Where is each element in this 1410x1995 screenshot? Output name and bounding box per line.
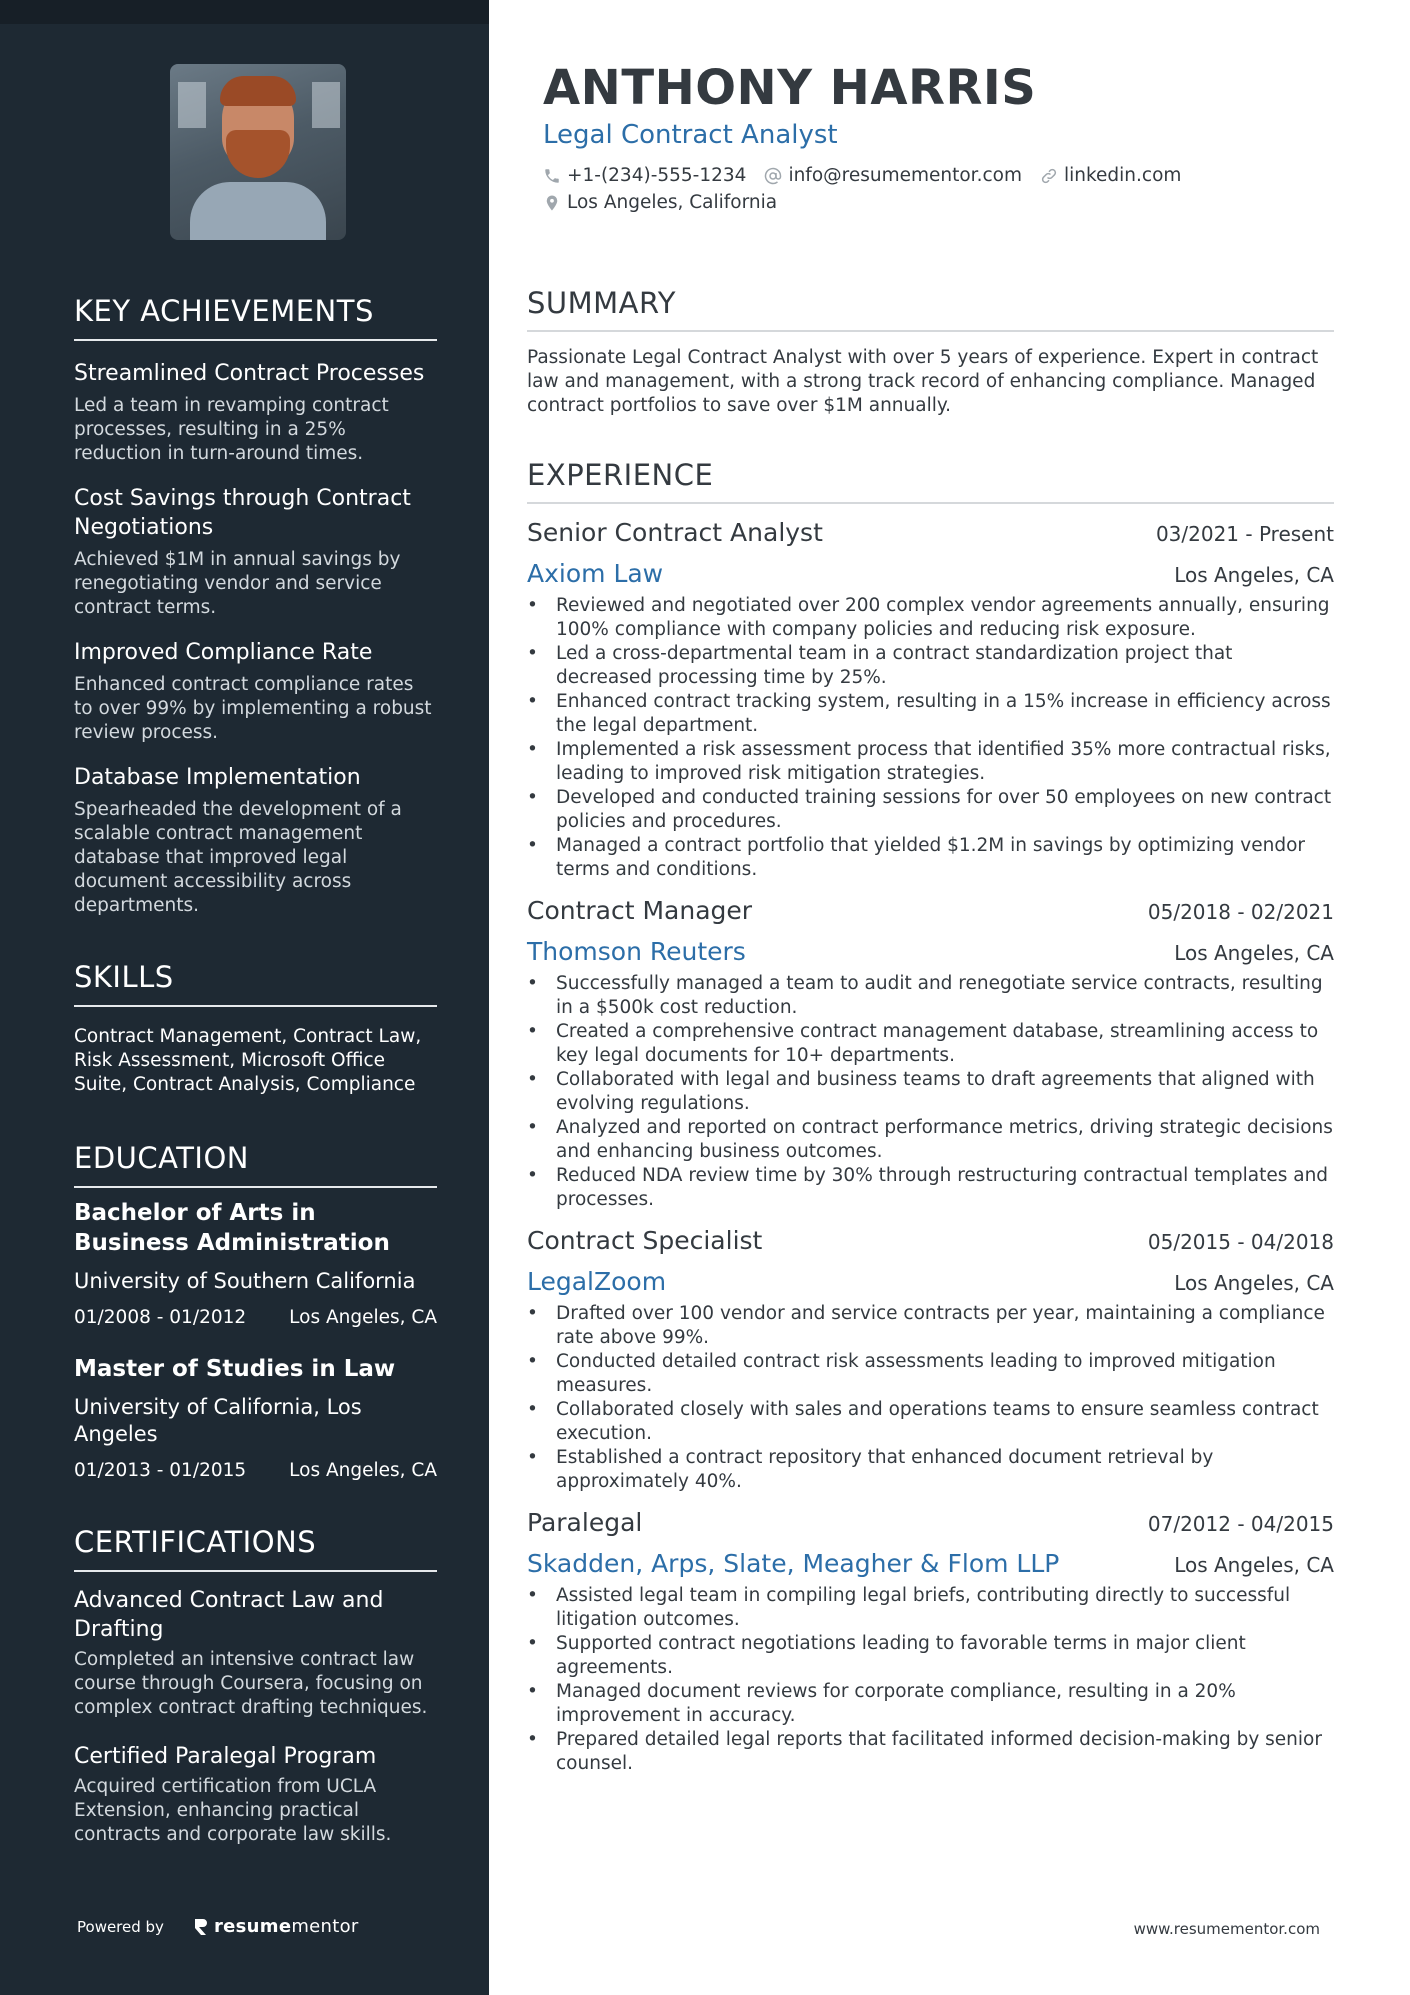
achievement-description: Spearheaded the development of a scalable contract management database that improved legal document accessibility across departments. bbox=[74, 799, 402, 916]
sidebar-top-strip bbox=[0, 0, 489, 24]
achievement-item bbox=[74, 484, 437, 620]
job-bullet: • Assisted legal team in compiling legal briefs, contributing directly to successful litigation outcomes. bbox=[527, 1584, 1334, 1632]
job-bullet: • Reviewed and negotiated over 200 complex vendor agreements annually, ensuring 100% compliance with company policies and reducing risk exposure. bbox=[527, 594, 1334, 642]
certification-description: Completed an intensive contract law course through Coursera, focusing on complex contract drafting techniques. bbox=[74, 1649, 428, 1718]
experience-section bbox=[527, 458, 1334, 1776]
skills-heading: SKILLS bbox=[74, 960, 437, 1007]
job-bullet: • Conducted detailed contract risk assessments leading to improved mitigation measures. bbox=[527, 1350, 1334, 1398]
main-content bbox=[489, 0, 1410, 1995]
education-heading: EDUCATION bbox=[74, 1141, 437, 1188]
certifications-heading: CERTIFICATIONS bbox=[74, 1525, 437, 1572]
footer-website-link[interactable]: www.resumementor.com bbox=[1133, 1920, 1320, 1938]
phone-text: +1-(234)-555-1234 bbox=[567, 165, 747, 186]
at-sign-icon bbox=[764, 167, 782, 185]
job-bullet: • Reduced NDA review time by 30% through restructuring contractual templates and processes. bbox=[527, 1164, 1334, 1212]
education-dates: 01/2008 - 01/2012 bbox=[74, 1307, 247, 1328]
resumementor-logo-icon bbox=[194, 1918, 208, 1936]
skills-section bbox=[74, 960, 437, 1097]
education-section bbox=[74, 1141, 437, 1481]
job-bullets bbox=[527, 1584, 1334, 1776]
achievement-title: Database Implementation bbox=[74, 765, 361, 790]
achievement-description: Achieved $1M in annual savings by renegotiating vendor and service contract terms. bbox=[74, 549, 401, 618]
job-entry bbox=[527, 518, 1334, 882]
summary-section bbox=[527, 286, 1334, 418]
job-entry bbox=[527, 1508, 1334, 1776]
link-icon bbox=[1040, 167, 1058, 185]
job-dates: 07/2012 - 04/2015 bbox=[1147, 1512, 1334, 1536]
resume-header bbox=[527, 0, 1334, 216]
certification-item bbox=[74, 1742, 437, 1847]
skills-list: Contract Management, Contract Law, Risk Assessment, Microsoft Office Suite, Contract Analysis, Compliance bbox=[74, 1026, 422, 1095]
certifications-section bbox=[74, 1525, 437, 1847]
job-bullet: • Led a cross-departmental team in a contract standardization project that decreased processing time by 25%. bbox=[527, 642, 1334, 690]
brand-name-bold: resume bbox=[213, 1916, 292, 1937]
job-bullets bbox=[527, 972, 1334, 1212]
summary-heading: SUMMARY bbox=[527, 286, 1334, 332]
job-bullet: • Analyzed and reported on contract performance metrics, driving strategic decisions and enhancing business outcomes. bbox=[527, 1116, 1334, 1164]
job-title: Paralegal bbox=[527, 1508, 643, 1537]
job-bullet: • Collaborated with legal and business teams to draft agreements that aligned with evolving regulations. bbox=[527, 1068, 1334, 1116]
education-degree: Bachelor of Arts in Business Administration bbox=[74, 1200, 390, 1256]
job-bullets bbox=[527, 1302, 1334, 1494]
education-item bbox=[74, 1198, 437, 1328]
job-bullet: • Established a contract repository that enhanced document retrieval by approximately 40%. bbox=[527, 1446, 1334, 1494]
job-company: Thomson Reuters bbox=[527, 937, 746, 966]
linkedin-text: linkedin.com bbox=[1063, 165, 1182, 186]
job-title: Contract Specialist bbox=[527, 1226, 763, 1255]
achievement-description: Enhanced contract compliance rates to over 99% by implementing a robust review process. bbox=[74, 674, 432, 743]
achievement-title: Improved Compliance Rate bbox=[74, 640, 373, 665]
experience-heading: EXPERIENCE bbox=[527, 458, 1334, 504]
contact-info bbox=[543, 162, 1334, 216]
certification-description: Acquired certification from UCLA Extension, enhancing practical contracts and corporate law skills. bbox=[74, 1776, 392, 1845]
job-bullet: • Managed document reviews for corporate compliance, resulting in a 20% improvement in accuracy. bbox=[527, 1680, 1334, 1728]
contact-linkedin[interactable] bbox=[1040, 162, 1181, 189]
achievement-item bbox=[74, 638, 437, 745]
candidate-name: ANTHONY HARRIS bbox=[543, 60, 1037, 116]
education-school: University of California, Los Angeles bbox=[74, 1395, 362, 1446]
job-location: Los Angeles, CA bbox=[1174, 1553, 1334, 1577]
powered-by bbox=[77, 1916, 359, 1937]
job-bullet: • Supported contract negotiations leading to favorable terms in major client agreements. bbox=[527, 1632, 1334, 1680]
job-company: LegalZoom bbox=[527, 1267, 667, 1296]
job-location: Los Angeles, CA bbox=[1174, 563, 1334, 587]
certification-title: Certified Paralegal Program bbox=[74, 1744, 377, 1769]
job-entry bbox=[527, 1226, 1334, 1494]
job-dates: 05/2018 - 02/2021 bbox=[1147, 900, 1334, 924]
job-bullet: • Created a comprehensive contract management database, streamlining access to key legal documents for 10+ departments. bbox=[527, 1020, 1334, 1068]
email-text: info@resumementor.com bbox=[788, 165, 1022, 186]
job-location: Los Angeles, CA bbox=[1174, 941, 1334, 965]
job-dates: 03/2021 - Present bbox=[1155, 522, 1334, 546]
job-title: Senior Contract Analyst bbox=[527, 518, 823, 547]
achievement-description: Led a team in revamping contract processes, resulting in a 25% reduction in turn-around times. bbox=[74, 395, 389, 464]
job-bullet: • Collaborated closely with sales and operations teams to ensure seamless contract execution. bbox=[527, 1398, 1334, 1446]
job-bullets bbox=[527, 594, 1334, 882]
job-dates: 05/2015 - 04/2018 bbox=[1147, 1230, 1334, 1254]
achievement-title: Streamlined Contract Processes bbox=[74, 361, 425, 386]
achievement-item bbox=[74, 763, 437, 918]
job-company: Skadden, Arps, Slate, Meagher & Flom LLP bbox=[527, 1549, 1060, 1578]
certification-title: Advanced Contract Law and Drafting bbox=[74, 1588, 384, 1642]
education-location: Los Angeles, CA bbox=[289, 1460, 437, 1481]
job-entry bbox=[527, 896, 1334, 1212]
contact-phone[interactable] bbox=[543, 162, 746, 189]
sidebar bbox=[0, 0, 489, 1995]
location-text: Los Angeles, California bbox=[567, 192, 778, 213]
resumementor-logo[interactable] bbox=[194, 1916, 359, 1937]
job-location: Los Angeles, CA bbox=[1174, 1271, 1334, 1295]
brand-name-light: mentor bbox=[291, 1916, 359, 1937]
job-bullet: • Successfully managed a team to audit and renegotiate service contracts, resulting in a $500k cost reduction. bbox=[527, 972, 1334, 1020]
phone-icon bbox=[543, 167, 561, 185]
job-bullet: • Implemented a risk assessment process that identified 35% more contractual risks, leading to improved risk mitigation strategies. bbox=[527, 738, 1334, 786]
candidate-role: Legal Contract Analyst bbox=[543, 120, 838, 150]
certification-item bbox=[74, 1586, 437, 1720]
job-company: Axiom Law bbox=[527, 559, 664, 588]
achievement-item bbox=[74, 359, 437, 466]
education-degree: Master of Studies in Law bbox=[74, 1356, 396, 1382]
job-title: Contract Manager bbox=[527, 896, 753, 925]
powered-by-label: Powered by bbox=[77, 1917, 164, 1936]
key-achievements-section bbox=[74, 294, 437, 918]
key-achievements-heading: KEY ACHIEVEMENTS bbox=[74, 294, 437, 341]
education-school: University of Southern California bbox=[74, 1269, 416, 1293]
education-dates: 01/2013 - 01/2015 bbox=[74, 1460, 247, 1481]
job-bullet: • Prepared detailed legal reports that facilitated informed decision-making by senior counsel. bbox=[527, 1728, 1334, 1776]
job-bullet: • Enhanced contract tracking system, resulting in a 15% increase in efficiency across the legal department. bbox=[527, 690, 1334, 738]
profile-photo bbox=[170, 64, 346, 240]
job-bullet: • Drafted over 100 vendor and service contracts per year, maintaining a compliance rate above 99%. bbox=[527, 1302, 1334, 1350]
contact-location bbox=[543, 189, 777, 216]
job-bullet: • Managed a contract portfolio that yielded $1.2M in savings by optimizing vendor terms and conditions. bbox=[527, 834, 1334, 882]
achievement-title: Cost Savings through Contract Negotiations bbox=[74, 486, 411, 540]
contact-email[interactable] bbox=[764, 162, 1022, 189]
job-bullet: • Developed and conducted training sessions for over 50 employees on new contract policies and procedures. bbox=[527, 786, 1334, 834]
summary-text: Passionate Legal Contract Analyst with over 5 years of experience. Expert in contract law and management, with a strong track record of enhancing compliance. Managed contract portfolios to save over $1M annually. bbox=[527, 347, 1319, 416]
location-pin-icon bbox=[543, 194, 561, 212]
education-item bbox=[74, 1354, 437, 1481]
education-location: Los Angeles, CA bbox=[289, 1307, 437, 1328]
